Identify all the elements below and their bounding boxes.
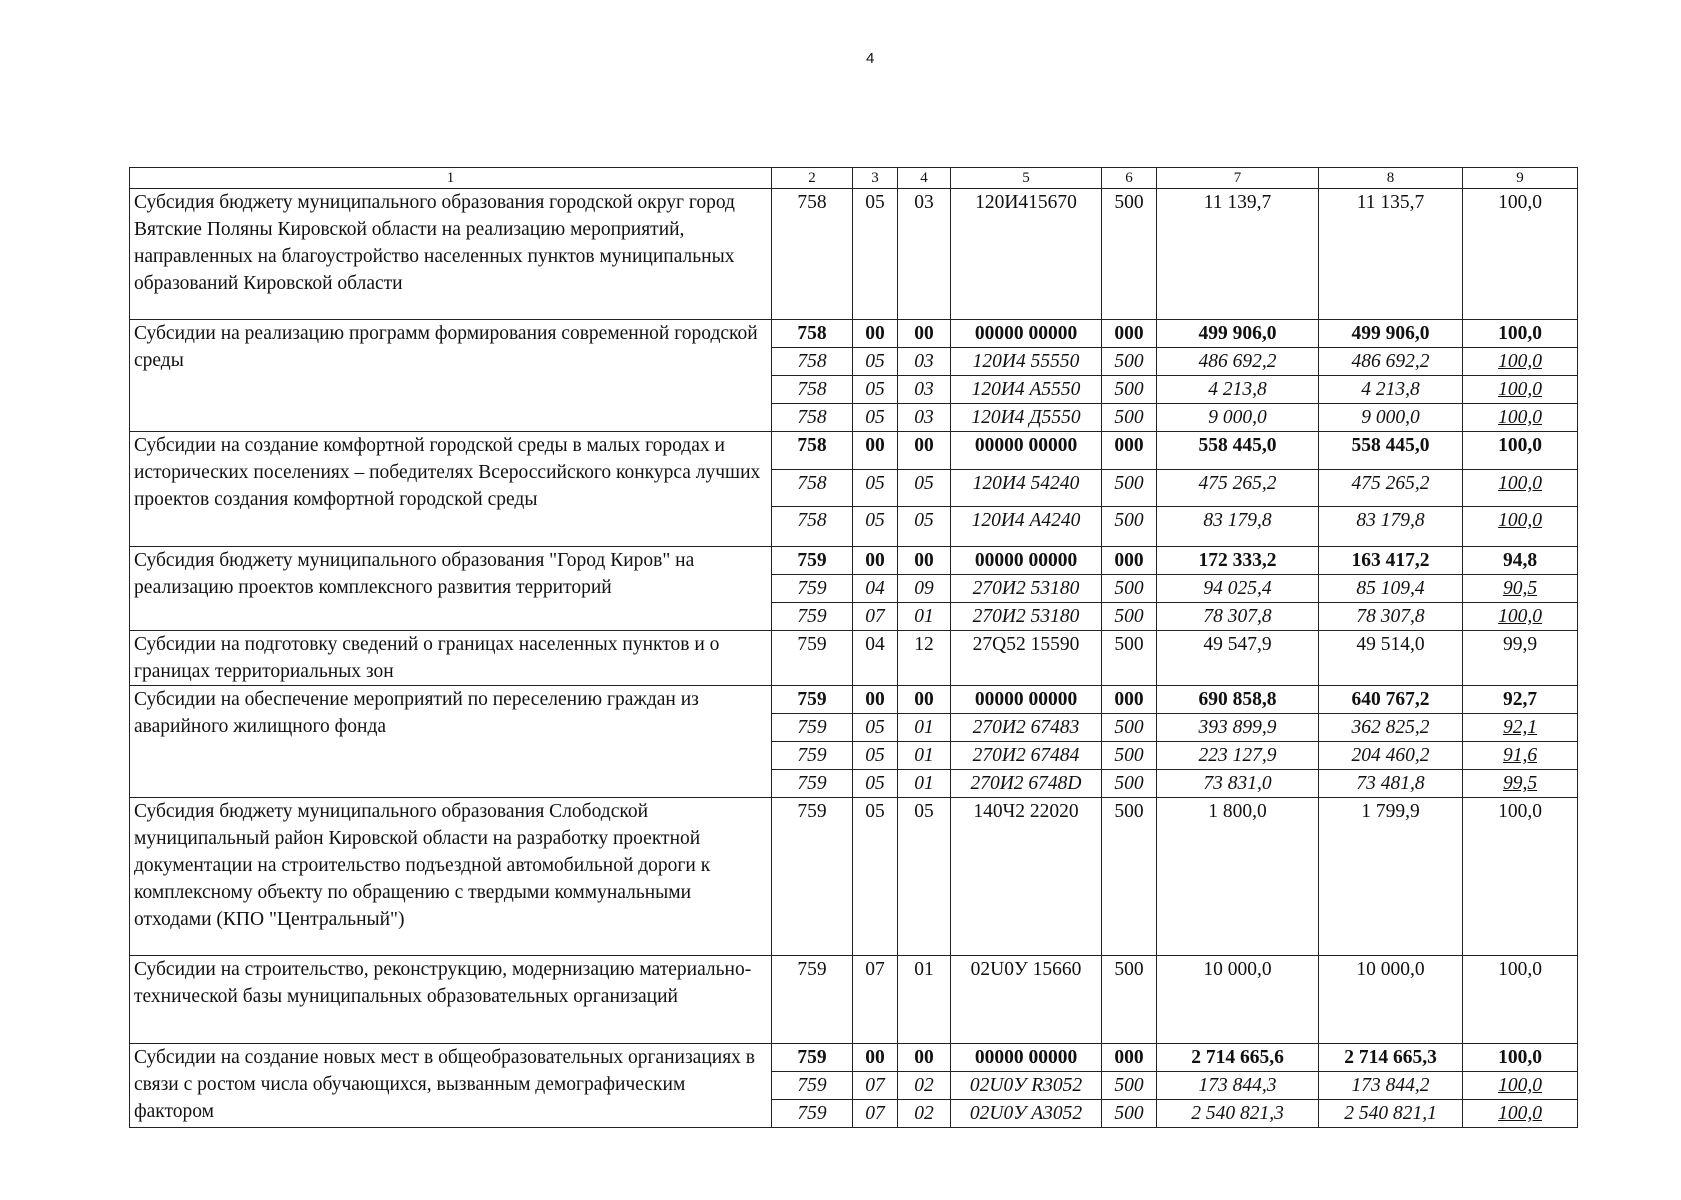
header-cell: 1 [130, 168, 772, 189]
row-description: Субсидии на подготовку сведений о границах населенных пунктов и о границах территориальных зон [130, 631, 772, 686]
table-cell: 00 [853, 1044, 898, 1072]
table-cell: 500 [1102, 742, 1157, 770]
table-cell: 100,0 [1463, 348, 1578, 376]
row-description: Субсидия бюджету муниципального образования "Город Киров" на реализацию проектов комплексного развития территорий [130, 547, 772, 631]
table-cell: 05 [898, 470, 951, 507]
table-cell: 270И2 67484 [951, 742, 1102, 770]
table-cell: 1 800,0 [1157, 798, 1319, 956]
table-cell: 4 213,8 [1319, 376, 1463, 404]
header-row [130, 168, 1578, 189]
table-row [130, 686, 1578, 714]
table-row [130, 432, 1578, 470]
table-cell: 500 [1102, 603, 1157, 631]
table-cell: 499 906,0 [1157, 320, 1319, 348]
row-description: Субсидии на создание комфортной городской среды в малых городах и исторических поселениях – победителях Всероссийского конкурса лучших проектов создания комфортной городской среды [130, 432, 772, 547]
page-number: 4 [866, 50, 875, 67]
table-cell: 173 844,3 [1157, 1072, 1319, 1100]
table-cell: 00 [898, 320, 951, 348]
table-cell: 000 [1102, 547, 1157, 575]
table-cell: 120И4 А4240 [951, 507, 1102, 547]
table-cell: 99,9 [1463, 631, 1578, 686]
table-cell: 07 [853, 956, 898, 1044]
table-cell: 500 [1102, 631, 1157, 686]
table-cell: 00 [853, 686, 898, 714]
table-cell: 05 [853, 798, 898, 956]
table-cell: 759 [772, 956, 853, 1044]
table-cell: 00 [853, 432, 898, 470]
table-cell: 100,0 [1463, 320, 1578, 348]
table-cell: 759 [772, 603, 853, 631]
row-description: Субсидия бюджету муниципального образования Слободской муниципальный район Кировской области на разработку проектной документации на строительство подъездной автомобильной дороги к комплексному объекту по обращению с твердыми коммунальными отходами (КПО "Центральный") [130, 798, 772, 956]
table-cell: 05 [853, 714, 898, 742]
table-cell: 02 [898, 1100, 951, 1128]
table-cell: 11 139,7 [1157, 189, 1319, 320]
table-cell: 500 [1102, 714, 1157, 742]
table-cell: 500 [1102, 1100, 1157, 1128]
table-cell: 270И2 67483 [951, 714, 1102, 742]
table-cell: 27Q52 15590 [951, 631, 1102, 686]
table-cell: 758 [772, 432, 853, 470]
table-cell: 2 714 665,6 [1157, 1044, 1319, 1072]
table-cell: 04 [853, 631, 898, 686]
table-cell: 07 [853, 603, 898, 631]
table-cell: 393 899,9 [1157, 714, 1319, 742]
table-cell: 640 767,2 [1319, 686, 1463, 714]
table-cell: 100,0 [1463, 1044, 1578, 1072]
table-cell: 94 025,4 [1157, 575, 1319, 603]
table-cell: 03 [898, 189, 951, 320]
table-cell: 499 906,0 [1319, 320, 1463, 348]
table-cell: 9 000,0 [1319, 404, 1463, 432]
table-cell: 00 [898, 1044, 951, 1072]
table-cell: 05 [853, 470, 898, 507]
table-cell: 04 [853, 575, 898, 603]
table-row [130, 631, 1578, 686]
table-cell: 690 858,8 [1157, 686, 1319, 714]
table-cell: 07 [853, 1072, 898, 1100]
table-cell: 85 109,4 [1319, 575, 1463, 603]
table-cell: 500 [1102, 1072, 1157, 1100]
table-cell: 00000 00000 [951, 432, 1102, 470]
table-cell: 2 540 821,1 [1319, 1100, 1463, 1128]
table-cell: 05 [853, 507, 898, 547]
table-cell: 486 692,2 [1157, 348, 1319, 376]
table-cell: 1 799,9 [1319, 798, 1463, 956]
table-cell: 12 [898, 631, 951, 686]
table-cell: 000 [1102, 1044, 1157, 1072]
table-cell: 2 540 821,3 [1157, 1100, 1319, 1128]
table-cell: 05 [853, 742, 898, 770]
table-cell: 173 844,2 [1319, 1072, 1463, 1100]
table-cell: 100,0 [1463, 1100, 1578, 1128]
table-cell: 500 [1102, 770, 1157, 798]
table-row [130, 320, 1578, 348]
table-cell: 91,6 [1463, 742, 1578, 770]
table-cell: 92,7 [1463, 686, 1578, 714]
table-row [130, 956, 1578, 1044]
header-cell: 2 [772, 168, 853, 189]
table-cell: 100,0 [1463, 376, 1578, 404]
table-cell: 83 179,8 [1319, 507, 1463, 547]
table-cell: 00 [853, 547, 898, 575]
table-cell: 00000 00000 [951, 547, 1102, 575]
table-cell: 759 [772, 714, 853, 742]
table-cell: 10 000,0 [1319, 956, 1463, 1044]
header-cell: 4 [898, 168, 951, 189]
table-cell: 758 [772, 189, 853, 320]
table-cell: 100,0 [1463, 1072, 1578, 1100]
table-cell: 01 [898, 603, 951, 631]
table-cell: 01 [898, 714, 951, 742]
header-cell: 9 [1463, 168, 1578, 189]
table-cell: 500 [1102, 575, 1157, 603]
header-cell: 6 [1102, 168, 1157, 189]
table-cell: 78 307,8 [1319, 603, 1463, 631]
table-cell: 73 831,0 [1157, 770, 1319, 798]
table-cell: 2 714 665,3 [1319, 1044, 1463, 1072]
table-cell: 758 [772, 404, 853, 432]
table-cell: 09 [898, 575, 951, 603]
table-cell: 100,0 [1463, 956, 1578, 1044]
table-cell: 759 [772, 798, 853, 956]
table-cell: 01 [898, 770, 951, 798]
table-cell: 558 445,0 [1157, 432, 1319, 470]
table-cell: 759 [772, 631, 853, 686]
table-cell: 759 [772, 686, 853, 714]
table-cell: 270И2 53180 [951, 603, 1102, 631]
table-cell: 00000 00000 [951, 686, 1102, 714]
table-cell: 500 [1102, 507, 1157, 547]
table-cell: 02 [898, 1072, 951, 1100]
table-cell: 4 213,8 [1157, 376, 1319, 404]
table-cell: 05 [853, 348, 898, 376]
table-cell: 100,0 [1463, 432, 1578, 470]
table-cell: 07 [853, 1100, 898, 1128]
table-cell: 223 127,9 [1157, 742, 1319, 770]
row-description: Субсидия бюджету муниципального образования городской округ город Вятские Поляны Кировской области на реализацию мероприятий, направленных на благоустройство населенных пунктов муниципальных образований Кировской области [130, 189, 772, 320]
table-cell: 00 [898, 686, 951, 714]
row-description: Субсидии на строительство, реконструкцию, модернизацию материально-технической базы муниципальных образовательных организаций [130, 956, 772, 1044]
table-cell: 02U0У А3052 [951, 1100, 1102, 1128]
row-description: Субсидии на обеспечение мероприятий по переселению граждан из аварийного жилищного фонда [130, 686, 772, 798]
table-row [130, 189, 1578, 320]
table-cell: 100,0 [1463, 189, 1578, 320]
table-cell: 94,8 [1463, 547, 1578, 575]
table-cell: 05 [853, 404, 898, 432]
table-cell: 163 417,2 [1319, 547, 1463, 575]
table-cell: 10 000,0 [1157, 956, 1319, 1044]
table-cell: 500 [1102, 189, 1157, 320]
table-cell: 100,0 [1463, 404, 1578, 432]
table-cell: 120И415670 [951, 189, 1102, 320]
table-cell: 100,0 [1463, 507, 1578, 547]
table-cell: 500 [1102, 376, 1157, 404]
table-cell: 140Ч2 22020 [951, 798, 1102, 956]
table-cell: 05 [853, 770, 898, 798]
table-cell: 01 [898, 956, 951, 1044]
table-cell: 02U0У R3052 [951, 1072, 1102, 1100]
table-cell: 03 [898, 376, 951, 404]
table-cell: 172 333,2 [1157, 547, 1319, 575]
table-cell: 100,0 [1463, 470, 1578, 507]
header-cell: 7 [1157, 168, 1319, 189]
table-cell: 120И4 Д5550 [951, 404, 1102, 432]
table-cell: 500 [1102, 798, 1157, 956]
table-row [130, 1044, 1578, 1072]
header-cell: 3 [853, 168, 898, 189]
table-cell: 120И4 54240 [951, 470, 1102, 507]
table-cell: 49 514,0 [1319, 631, 1463, 686]
table-cell: 500 [1102, 404, 1157, 432]
table-cell: 486 692,2 [1319, 348, 1463, 376]
table-cell: 49 547,9 [1157, 631, 1319, 686]
table-cell: 100,0 [1463, 603, 1578, 631]
table-cell: 759 [772, 575, 853, 603]
table-cell: 000 [1102, 686, 1157, 714]
table-cell: 758 [772, 320, 853, 348]
table-cell: 759 [772, 1100, 853, 1128]
table-cell: 362 825,2 [1319, 714, 1463, 742]
table-cell: 99,5 [1463, 770, 1578, 798]
table-cell: 758 [772, 470, 853, 507]
table-cell: 000 [1102, 320, 1157, 348]
table-cell: 500 [1102, 470, 1157, 507]
table-cell: 558 445,0 [1319, 432, 1463, 470]
table-cell: 9 000,0 [1157, 404, 1319, 432]
table-cell: 83 179,8 [1157, 507, 1319, 547]
table-cell: 758 [772, 376, 853, 404]
table-cell: 01 [898, 742, 951, 770]
table-cell: 00000 00000 [951, 1044, 1102, 1072]
table-cell: 90,5 [1463, 575, 1578, 603]
table-cell: 00000 00000 [951, 320, 1102, 348]
table-cell: 78 307,8 [1157, 603, 1319, 631]
table-cell: 100,0 [1463, 798, 1578, 956]
budget-table [129, 167, 1578, 1128]
table-row [130, 547, 1578, 575]
table-cell: 759 [772, 1044, 853, 1072]
table-cell: 05 [853, 376, 898, 404]
table-cell: 204 460,2 [1319, 742, 1463, 770]
table-cell: 500 [1102, 348, 1157, 376]
table-cell: 00 [898, 432, 951, 470]
row-description: Субсидии на реализацию программ формирования современной городской среды [130, 320, 772, 432]
table-cell: 270И2 53180 [951, 575, 1102, 603]
table-cell: 00 [898, 547, 951, 575]
table-cell: 500 [1102, 956, 1157, 1044]
table-cell: 03 [898, 348, 951, 376]
table-cell: 11 135,7 [1319, 189, 1463, 320]
table-cell: 758 [772, 348, 853, 376]
table-cell: 475 265,2 [1319, 470, 1463, 507]
row-description: Субсидии на создание новых мест в общеобразовательных организациях в связи с ростом числа обучающихся, вызванным демографическим фактором [130, 1044, 772, 1128]
table-cell: 475 265,2 [1157, 470, 1319, 507]
table-cell: 05 [853, 189, 898, 320]
table-cell: 120И4 55550 [951, 348, 1102, 376]
table-cell: 759 [772, 742, 853, 770]
header-cell: 8 [1319, 168, 1463, 189]
table-cell: 05 [898, 507, 951, 547]
table-cell: 92,1 [1463, 714, 1578, 742]
table-cell: 759 [772, 1072, 853, 1100]
table-cell: 000 [1102, 432, 1157, 470]
table-cell: 03 [898, 404, 951, 432]
table-cell: 270И2 6748D [951, 770, 1102, 798]
table-cell: 759 [772, 770, 853, 798]
table-cell: 02U0У 15660 [951, 956, 1102, 1044]
table-cell: 759 [772, 547, 853, 575]
table-cell: 120И4 А5550 [951, 376, 1102, 404]
table-cell: 00 [853, 320, 898, 348]
table-row [130, 798, 1578, 956]
table-cell: 758 [772, 507, 853, 547]
table-cell: 05 [898, 798, 951, 956]
table-cell: 73 481,8 [1319, 770, 1463, 798]
header-cell: 5 [951, 168, 1102, 189]
